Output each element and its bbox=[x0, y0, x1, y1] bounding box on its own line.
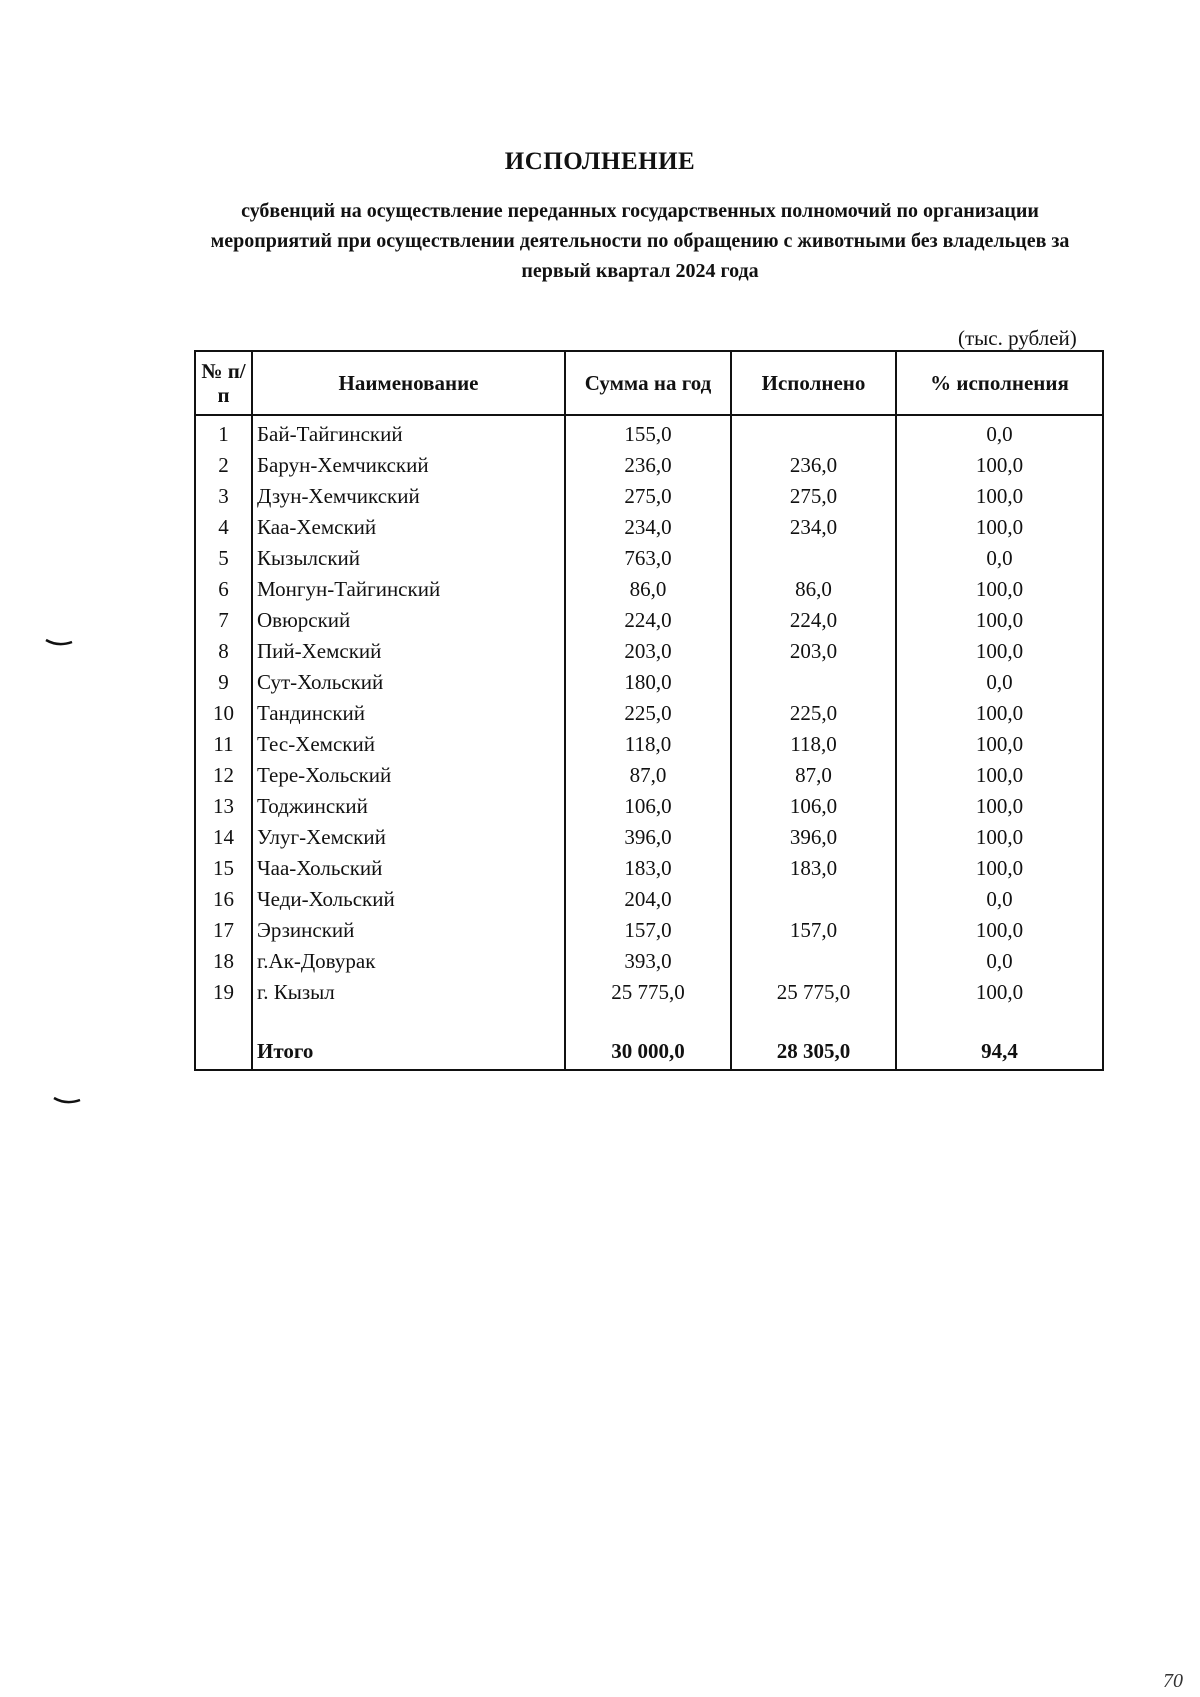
row-num: 4 bbox=[195, 509, 252, 540]
row-plan: 763,0 bbox=[565, 540, 731, 571]
row-done: 183,0 bbox=[731, 850, 896, 881]
row-done: 106,0 bbox=[731, 788, 896, 819]
row-num: 3 bbox=[195, 478, 252, 509]
table-row bbox=[195, 540, 1103, 571]
total-done: 28 305,0 bbox=[731, 1033, 896, 1070]
row-plan: 155,0 bbox=[565, 415, 731, 447]
row-name: Бай-Тайгинский bbox=[252, 415, 565, 447]
row-plan: 396,0 bbox=[565, 819, 731, 850]
row-done: 236,0 bbox=[731, 447, 896, 478]
row-num: 7 bbox=[195, 602, 252, 633]
row-plan: 106,0 bbox=[565, 788, 731, 819]
row-name: Чаа-Хольский bbox=[252, 850, 565, 881]
table-header-row bbox=[195, 351, 1103, 415]
row-plan: 204,0 bbox=[565, 881, 731, 912]
table-row bbox=[195, 633, 1103, 664]
table-row bbox=[195, 850, 1103, 881]
row-num: 14 bbox=[195, 819, 252, 850]
row-pct: 100,0 bbox=[896, 850, 1103, 881]
row-done: 224,0 bbox=[731, 602, 896, 633]
check-mark-icon bbox=[52, 1096, 82, 1106]
row-done: 25 775,0 bbox=[731, 974, 896, 1005]
row-plan: 225,0 bbox=[565, 695, 731, 726]
table-row bbox=[195, 415, 1103, 447]
row-num: 6 bbox=[195, 571, 252, 602]
row-name: Барун-Хемчикский bbox=[252, 447, 565, 478]
row-num: 13 bbox=[195, 788, 252, 819]
row-pct: 100,0 bbox=[896, 974, 1103, 1005]
row-plan: 203,0 bbox=[565, 633, 731, 664]
table-row bbox=[195, 943, 1103, 974]
row-name: г.Ак-Довурак bbox=[252, 943, 565, 974]
header-plan: Сумма на год bbox=[565, 351, 731, 415]
row-plan: 183,0 bbox=[565, 850, 731, 881]
row-plan: 236,0 bbox=[565, 447, 731, 478]
row-name: Овюрский bbox=[252, 602, 565, 633]
units-label: (тыс. рублей) bbox=[958, 326, 1077, 350]
row-name: Тандинский bbox=[252, 695, 565, 726]
row-done: 225,0 bbox=[731, 695, 896, 726]
row-name: Улуг-Хемский bbox=[252, 819, 565, 850]
row-pct: 100,0 bbox=[896, 757, 1103, 788]
document-subtitle: субвенций на осуществление переданных государственных полномочий по организации мероприятий при осуществлении деятельности по обращению с животными без владельцев за первый квартал 2024 года bbox=[210, 200, 1070, 282]
row-num: 16 bbox=[195, 881, 252, 912]
row-name: Тере-Хольский bbox=[252, 757, 565, 788]
row-pct: 0,0 bbox=[896, 881, 1103, 912]
row-done: 234,0 bbox=[731, 509, 896, 540]
row-pct: 100,0 bbox=[896, 602, 1103, 633]
table-row bbox=[195, 602, 1103, 633]
table-row bbox=[195, 509, 1103, 540]
row-name: Тоджинский bbox=[252, 788, 565, 819]
row-plan: 87,0 bbox=[565, 757, 731, 788]
row-pct: 100,0 bbox=[896, 478, 1103, 509]
row-done bbox=[731, 664, 896, 695]
row-done: 86,0 bbox=[731, 571, 896, 602]
row-done bbox=[731, 415, 896, 447]
row-plan: 224,0 bbox=[565, 602, 731, 633]
header-pct: % исполнения bbox=[896, 351, 1103, 415]
row-name: Дзун-Хемчикский bbox=[252, 478, 565, 509]
row-name: Пий-Хемский bbox=[252, 633, 565, 664]
table-row bbox=[195, 664, 1103, 695]
row-pct: 0,0 bbox=[896, 943, 1103, 974]
table-row bbox=[195, 571, 1103, 602]
table-row bbox=[195, 819, 1103, 850]
row-pct: 100,0 bbox=[896, 509, 1103, 540]
row-name: Монгун-Тайгинский bbox=[252, 571, 565, 602]
table-row bbox=[195, 912, 1103, 943]
row-num: 8 bbox=[195, 633, 252, 664]
row-name: Тес-Хемский bbox=[252, 726, 565, 757]
row-pct: 100,0 bbox=[896, 633, 1103, 664]
document-title: ИСПОЛНЕНИЕ bbox=[504, 148, 696, 175]
table-row bbox=[195, 447, 1103, 478]
row-num: 9 bbox=[195, 664, 252, 695]
total-row bbox=[195, 1033, 1103, 1070]
header-name: Наименование bbox=[252, 351, 565, 415]
check-mark-icon bbox=[44, 638, 74, 648]
row-plan: 25 775,0 bbox=[565, 974, 731, 1005]
table-row bbox=[195, 788, 1103, 819]
table-row bbox=[195, 478, 1103, 509]
spacer-row bbox=[195, 1005, 1103, 1033]
row-done bbox=[731, 540, 896, 571]
row-done: 396,0 bbox=[731, 819, 896, 850]
total-label: Итого bbox=[252, 1033, 565, 1070]
row-num: 2 bbox=[195, 447, 252, 478]
row-plan: 86,0 bbox=[565, 571, 731, 602]
row-num: 18 bbox=[195, 943, 252, 974]
row-num: 15 bbox=[195, 850, 252, 881]
row-name: Кызылский bbox=[252, 540, 565, 571]
table-row bbox=[195, 881, 1103, 912]
row-num: 11 bbox=[195, 726, 252, 757]
execution-table bbox=[194, 350, 1104, 1071]
row-done bbox=[731, 943, 896, 974]
page-number-mark: 70 bbox=[1163, 1670, 1183, 1692]
row-done: 157,0 bbox=[731, 912, 896, 943]
row-done: 275,0 bbox=[731, 478, 896, 509]
row-pct: 0,0 bbox=[896, 540, 1103, 571]
table-row bbox=[195, 726, 1103, 757]
row-pct: 100,0 bbox=[896, 447, 1103, 478]
table-row bbox=[195, 695, 1103, 726]
row-pct: 100,0 bbox=[896, 819, 1103, 850]
row-num: 19 bbox=[195, 974, 252, 1005]
row-pct: 100,0 bbox=[896, 571, 1103, 602]
row-name: Каа-Хемский bbox=[252, 509, 565, 540]
row-done: 87,0 bbox=[731, 757, 896, 788]
row-pct: 100,0 bbox=[896, 788, 1103, 819]
header-num: № п/п bbox=[195, 351, 252, 415]
row-name: Сут-Хольский bbox=[252, 664, 565, 695]
row-num: 1 bbox=[195, 415, 252, 447]
row-num: 10 bbox=[195, 695, 252, 726]
row-plan: 234,0 bbox=[565, 509, 731, 540]
row-pct: 100,0 bbox=[896, 726, 1103, 757]
row-plan: 393,0 bbox=[565, 943, 731, 974]
row-done: 203,0 bbox=[731, 633, 896, 664]
row-num: 17 bbox=[195, 912, 252, 943]
row-num: 12 bbox=[195, 757, 252, 788]
row-name: г. Кызыл bbox=[252, 974, 565, 1005]
total-plan: 30 000,0 bbox=[565, 1033, 731, 1070]
row-pct: 0,0 bbox=[896, 664, 1103, 695]
row-plan: 180,0 bbox=[565, 664, 731, 695]
row-plan: 118,0 bbox=[565, 726, 731, 757]
header-done: Исполнено bbox=[731, 351, 896, 415]
row-name: Эрзинский bbox=[252, 912, 565, 943]
row-name: Чеди-Хольский bbox=[252, 881, 565, 912]
table-body bbox=[195, 415, 1103, 1005]
row-pct: 100,0 bbox=[896, 912, 1103, 943]
row-pct: 100,0 bbox=[896, 695, 1103, 726]
table-row bbox=[195, 974, 1103, 1005]
row-plan: 275,0 bbox=[565, 478, 731, 509]
table-row bbox=[195, 757, 1103, 788]
row-done bbox=[731, 881, 896, 912]
row-done: 118,0 bbox=[731, 726, 896, 757]
row-plan: 157,0 bbox=[565, 912, 731, 943]
row-pct: 0,0 bbox=[896, 415, 1103, 447]
row-num: 5 bbox=[195, 540, 252, 571]
total-pct: 94,4 bbox=[896, 1033, 1103, 1070]
